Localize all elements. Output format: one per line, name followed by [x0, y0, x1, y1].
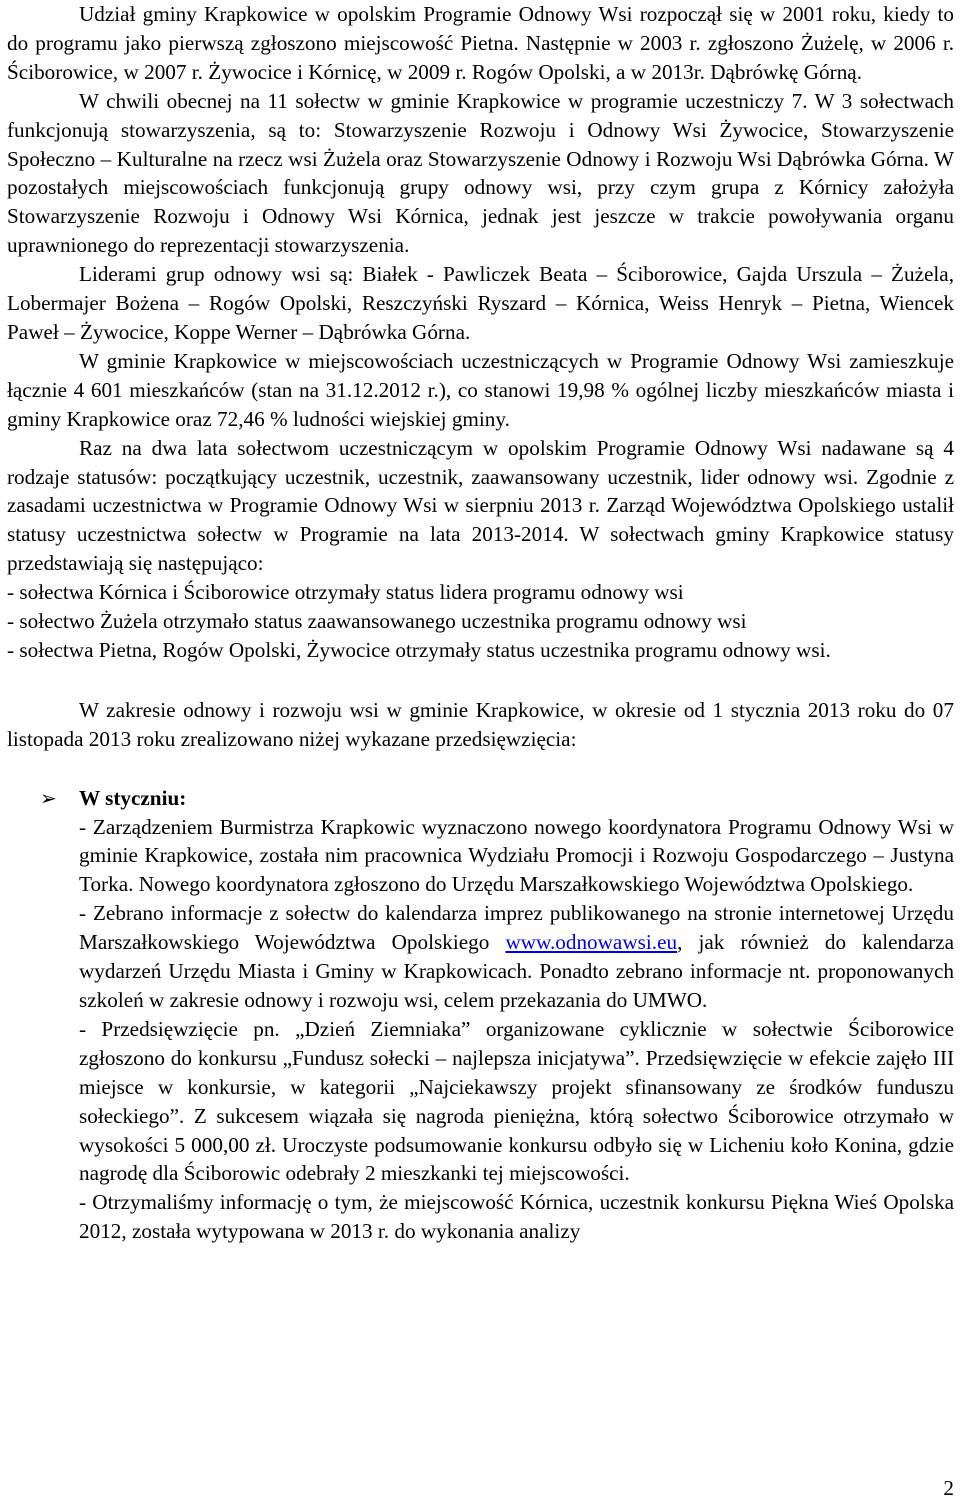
- spacer: [7, 665, 954, 696]
- list-item: [79, 899, 954, 1015]
- paragraph-associations: W chwili obecnej na 11 sołectw w gminie Krapkowice w programie uczestniczy 7. W 3 sołectwach funkcjonują stowarzyszenia, są to: Stowarzyszenie Rozwoju i Odnowy Wsi Żywocice, Stowarzyszenie Społeczno – Kulturalne na rzecz wsi Żużela oraz Stowarzyszenie Odnowy i Rozwoju Wsi Dąbrówka Górna. W pozostałych miejscowościach funkcjonują grupy odnowy wsi, przy czym grupa z Kórnicy założyła Stowarzyszenie Rozwoju i Odnowy Wsi Kórnica, jednak jest jeszcze w trakcie powoływania organu uprawnionego do reprezentacji stowarzyszenia.: [7, 88, 954, 258]
- list-item: - Otrzymaliśmy informację o tym, że miejscowość Kórnica, uczestnik konkursu Piękna Wieś Opolska 2012, została wytypowana w 2013 r. do wykonania analizy: [79, 1190, 954, 1244]
- paragraph-leaders: Liderami grup odnowy wsi są: Białek - Pawliczek Beata – Ściborowice, Gajda Urszula – Żużela, Lobermajer Bożena – Rogów Opolski, Reszczyński Ryszard – Kórnica, Weiss Henryk – Pietna, Wiencek Paweł – Żywocice, Koppe Werner – Dąbrówka Górna.: [7, 262, 954, 344]
- section-heading: W styczniu:: [79, 785, 187, 810]
- website-link[interactable]: www.odnowawsi.eu: [505, 930, 678, 955]
- section-january: [7, 784, 954, 1247]
- status-line-leader: - sołectwa Kórnica i Ściborowice otrzymały status lidera programu odnowy wsi: [7, 580, 684, 605]
- document-page: [7, 0, 954, 1246]
- paragraph-statuses: Raz na dwa lata sołectwom uczestniczącym w opolskim Programie Odnowy Wsi nadawane są 4 rodzaje statusów: początkujący uczestnik, uczestnik, zaawansowany uczestnik, lider odnowy wsi. Zgodnie z zasadami uczestnictwa w Programie Odnowy Wsi w sierpniu 2013 r. Zarząd Województwa Opolskiego ustalił statusy uczestnictwa sołectw w Programie na lata 2013-2014. W sołectwach gminy Krapkowice statusy przedstawiają się następująco:: [7, 435, 954, 576]
- list-item-text: , jak również do kalendarza wydarzeń Urzędu Miasta i Gminy w Krapkowicach. Ponadto zebrano informacje nt. proponowanych szkoleń w zakresie odnowy i rozwoju wsi, celem przekazania do UMWO.: [79, 930, 954, 1012]
- paragraph-residents: W gminie Krapkowice w miejscowościach uczestniczących w Programie Odnowy Wsi zamieszkuje łącznie 4 601 mieszkańców (stan na 31.12.2012 r.), co stanowi 19,98 % ogólnej liczby mieszkańców miasta i gminy Krapkowice oraz 72,46 % ludności wiejskiej gminy.: [7, 348, 954, 431]
- arrow-bullet-icon: ➢: [40, 785, 57, 810]
- status-line-advanced: - sołectwo Żużela otrzymało status zaawansowanego uczestnika programu odnowy wsi: [7, 609, 747, 634]
- list-item-text: - Zebrano informacje z sołectw do kalendarza imprez publikowanego na stronie internetowej Urzędu Marszałkowskiego Województwa Opolskiego: [79, 901, 954, 955]
- list-item: - Przedsięwzięcie pn. „Dzień Ziemniaka” organizowane cyklicznie w sołectwie Ściborowice zgłoszono do konkursu „Fundusz sołecki – najlepsza inicjatywa”. Przedsięwzięcie w efekcie zajęło III miejsce w konkursie, w kategorii „Najciekawszy projekt sfinansowany ze środków funduszu sołeckiego”. Z sukcesem wiązała się nagroda pieniężna, którą sołectwo Ściborowice otrzymało w wysokości 5 000,00 zł. Uroczyste podsumowanie konkursu odbyło się w Licheniu koło Konina, gdzie nagrodę dla Ściborowic odebrały 2 mieszkanki tej miejscowości.: [79, 1016, 954, 1186]
- paragraph-intro: W zakresie odnowy i rozwoju wsi w gminie Krapkowice, w okresie od 1 stycznia 2013 roku do 07 listopada 2013 roku zrealizowano niżej wykazane przedsięwzięcia:: [7, 697, 954, 751]
- list-item: - Zarządzeniem Burmistrza Krapkowic wyznaczono nowego koordynatora Programu Odnowy Wsi w gminie Krapkowice, została nim pracownica Wydziału Promocji i Rozwoju Gospodarczego – Justyna Torka. Nowego koordynatora zgłoszono do Urzędu Marszałkowskiego Województwa Opolskiego.: [79, 814, 954, 897]
- page-number: 2: [943, 1476, 954, 1500]
- paragraph-program-history: Udział gminy Krapkowice w opolskim Programie Odnowy Wsi rozpoczął się w 2001 roku, kiedy to do programu jako pierwszą zgłoszono miejscowość Pietna. Następnie w 2003 r. zgłoszono Żużelę, w 2006 r. Ściborowice, w 2007 r. Żywocice i Kórnicę, w 2009 r. Rogów Opolski, a w 2013r. Dąbrówkę Górną.: [7, 2, 954, 84]
- status-line-participant: - sołectwa Pietna, Rogów Opolski, Żywocice otrzymały status uczestnika programu odnowy wsi.: [7, 637, 831, 662]
- spacer: [7, 754, 954, 784]
